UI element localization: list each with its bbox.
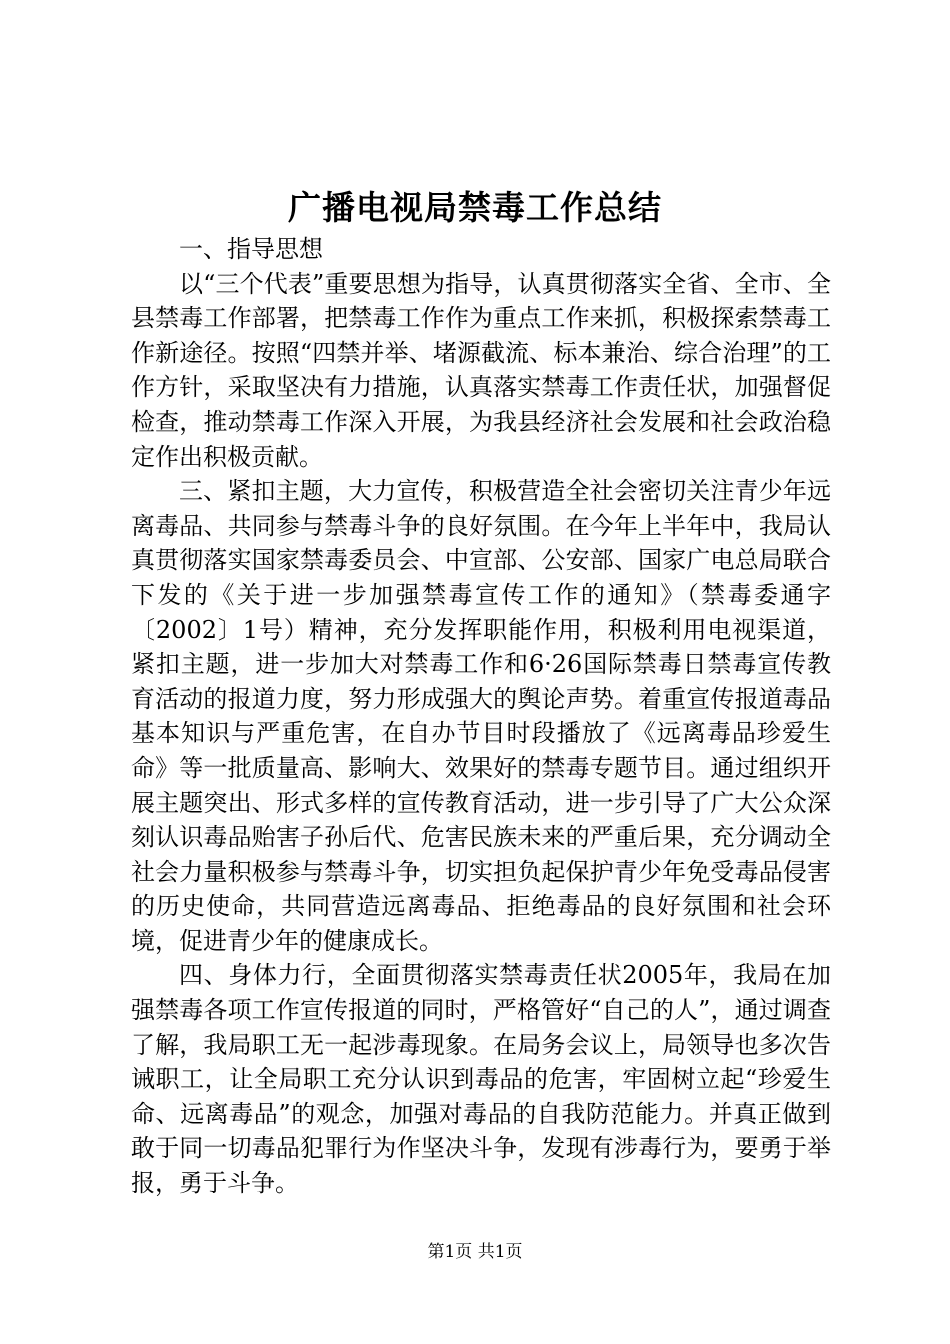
section-heading-guiding-ideology: 一、指导思想 [179, 235, 323, 263]
document-body [131, 232, 831, 1201]
paragraph-guiding-ideology: 以“三个代表”重要思想为指导，认真贯彻落实全省、全市、全县禁毒工作部署，把禁毒工作作为重点工作来抓，积极探索禁毒工作新途径。按照“四禁并举、堵源截流、标本兼治、综合治理”的工作方针，采取坚决有力措施，认真落实禁毒工作责任状，加强督促检查，推动禁毒工作深入开展，为我县经济社会发展和社会政治稳定作出积极贡献。 [131, 269, 831, 471]
paragraph-publicity: 三、紧扣主题，大力宣传，积极营造全社会密切关注青少年远离毒品、共同参与禁毒斗争的良好氛围。在今年上半年中，我局认真贯彻落实国家禁毒委员会、中宣部、公安部、国家广电总局联合下发的《关于进一步加强禁毒宣传工作的通知》（禁毒委通字〔2002〕1号）精神，充分发挥职能作用，积极利用电视渠道，紧扣主题，进一步加大对禁毒工作和6·26国际禁毒日禁毒宣传教育活动的报道力度，努力形成强大的舆论声势。着重宣传报道毒品基本知识与严重危害，在自办节目时段播放了《远离毒品珍爱生命》等一批质量高、影响大、效果好的禁毒专题节目。通过组织开展主题突出、形式多样的宣传教育活动，进一步引导了广大公众深刻认识毒品贻害子孙后代、危害民族未来的严重后果，充分调动全社会力量积极参与禁毒斗争，切实担负起保护青少年免受毒品侵害的历史使命，共同营造远离毒品、拒绝毒品的良好氛围和社会环境，促进青少年的健康成长。 [131, 477, 831, 955]
document-title: 广播电视局禁毒工作总结 [288, 188, 662, 227]
page-number-footer: 第1页 共1页 [427, 1242, 523, 1262]
paragraph-responsibility: 四、身体力行，全面贯彻落实禁毒责任状2005年，我局在加强禁毒各项工作宣传报道的同时，严格管好“自己的人”，通过调查了解，我局职工无一起涉毒现象。在局务会议上，局领导也多次告诫职工，让全局职工充分认识到毒品的危害，牢固树立起“珍爱生命、远离毒品”的观念，加强对毒品的自我防范能力。并真正做到敢于同一切毒品犯罪行为作坚决斗争，发现有涉毒行为，要勇于举报，勇于斗争。 [131, 961, 831, 1198]
